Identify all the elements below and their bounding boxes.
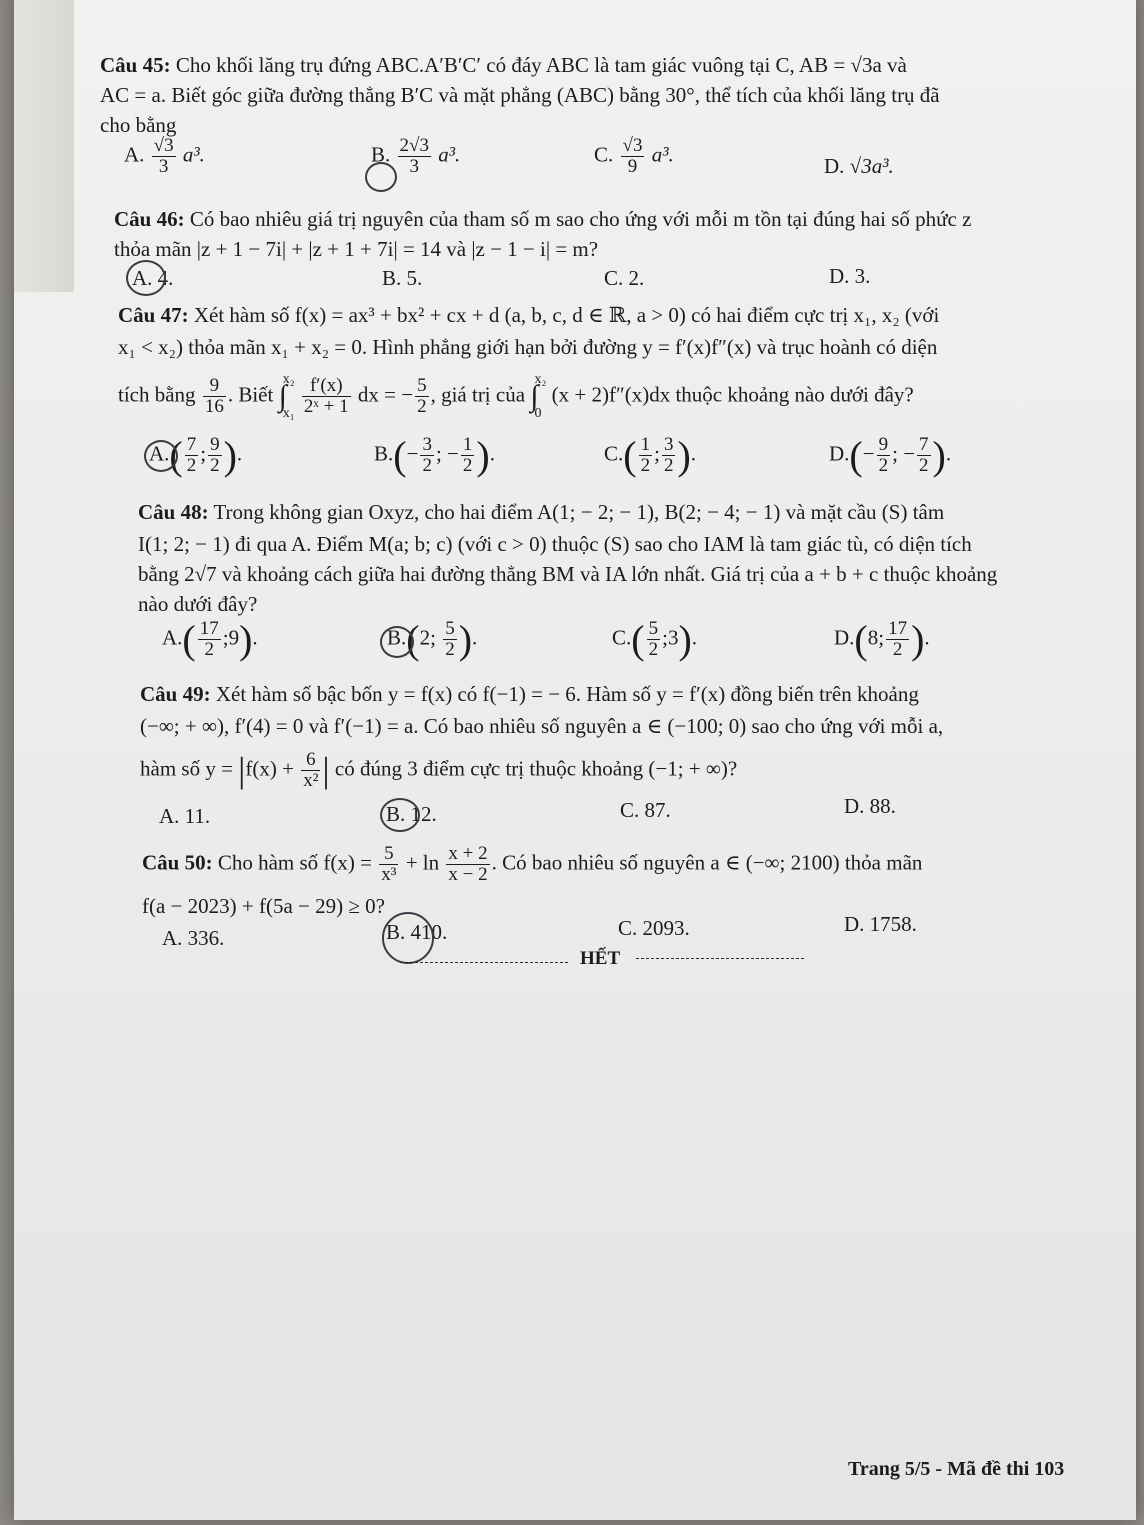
q47-option-a: A.( $\frac{7}{2}$ ; $\frac{9}{2}$ ). (149, 433, 243, 478)
q49-line1: Câu 49: Xét hàm số bậc bốn y = f(x) có f(−1) = − 6. Hàm số y = f′(x) đồng biến trên khoảng (140, 682, 919, 706)
q45-option-c: C. $\frac{√3}{9}$ a³. (594, 135, 674, 177)
q47-line2: x₁ < x₂) thỏa mãn x₁ + x₂ = 0. Hình phẳng giới hạn bởi đường y = f′(x)f″(x) và trục hoành có diện (118, 335, 938, 359)
q47-line3: tích bằng $\frac{9}{16}$ . Biết ∫ x₂ x₁ $\frac{f'(x)}{\text{2ˣ + 1}}$ dx = − $\frac{5}{2}$ , giá trị của ∫ x₂ 0 (x + 2)f″(x)dx thuộc khoảng nào dưới đây? (118, 372, 914, 421)
end-divider-right (636, 958, 804, 959)
q50-label: Câu 50: (142, 850, 213, 875)
q49-option-b: B. 12. (386, 802, 437, 826)
q46-label: Câu 46: (114, 207, 185, 231)
answer-mark-circle (144, 440, 178, 472)
q49-option-c: C. 87. (620, 798, 671, 822)
q48-option-c: C.( $\frac{5}{2}$ ;3). (612, 617, 698, 662)
q45-label: Câu 45: (100, 53, 171, 77)
q50-line1: Câu 50: Cho hàm số f(x) = $\frac{5}{\text{x³}}$ + ln $\frac{x + 2}{x - 2}$ . Có bao nhiêu số nguyên a ∈ (−∞; 2100) thỏa mãn (142, 843, 923, 885)
q49-line2: (−∞; + ∞), f′(4) = 0 và f′(−1) = a. Có bao nhiêu số nguyên a ∈ (−100; 0) sao cho ứng với mỗi a, (140, 714, 944, 738)
end-divider-left (400, 962, 568, 963)
q45-option-d: D. √3a³. (824, 154, 894, 178)
q49-option-d: D. 88. (844, 794, 896, 818)
q50-option-d: D. 1758. (844, 912, 917, 936)
q47-option-b: B.(− $\frac{3}{2}$ ; − $\frac{1}{2}$ ). (374, 433, 495, 478)
q48-option-a: A.( $\frac{17}{2}$ ;9). (162, 617, 258, 662)
q50-option-a: A. 336. (162, 926, 225, 950)
q48-option-b: B.(2; $\frac{5}{2}$ ). (387, 617, 478, 662)
q46-line2: thỏa mãn |z + 1 − 7i| + |z + 1 + 7i| = 14 và |z − 1 − i| = m? (114, 237, 599, 261)
q45-line1: Câu 45: Cho khối lăng trụ đứng ABC.A′B′C′ có đáy ABC là tam giác vuông tại C, AB = √3a và (100, 53, 907, 77)
q48-line3: bằng 2√7 và khoảng cách giữa hai đường thẳng BM và IA lớn nhất. Giá trị của a + b + c thuộc khoảng (138, 562, 998, 586)
answer-mark-circle (126, 260, 166, 296)
q48-label: Câu 48: (138, 500, 209, 524)
end-mark: HẾT (580, 948, 621, 969)
page-footer: Trang 5/5 - Mã đề thi 103 (848, 1458, 1065, 1480)
answer-mark-circle (365, 162, 397, 192)
q47-label: Câu 47: (118, 303, 189, 327)
q48-line1: Câu 48: Trong không gian Oxyz, cho hai điểm A(1; − 2; − 1), B(2; − 4; − 1) và mặt cầu (S) tâm (138, 500, 945, 524)
answer-mark-circle (382, 912, 434, 964)
exam-page (14, 0, 1136, 1520)
q48-option-d: D.(8; $\frac{17}{2}$ ). (834, 617, 930, 662)
q46-option-d: D. 3. (829, 264, 871, 288)
q46-option-b: B. 5. (382, 266, 423, 290)
q49-line3: hàm số y = |f(x) + $\frac{6}{\text{x²}}$ | có đúng 3 điểm cực trị thuộc khoảng (−1; + ∞)? (140, 749, 738, 792)
page-underlay (14, 0, 74, 292)
q47-option-c: C.( $\frac{1}{2}$ ; $\frac{3}{2}$ ). (604, 433, 697, 478)
q45-option-b: B. $\frac{2√3}{3}$ a³. (371, 135, 461, 177)
q46-option-a: A. 4. (132, 266, 174, 290)
q47-line1: Câu 47: Xét hàm số f(x) = ax³ + bx² + cx + d (a, b, c, d ∈ ℝ, a > 0) có hai điểm cực trị x₁, x₂ (với (118, 303, 940, 327)
q45-line2: AC = a. Biết góc giữa đường thẳng B′C và mặt phẳng (ABC) bằng 30°, thể tích của khối lăng trụ đã (100, 83, 940, 107)
q49-label: Câu 49: (140, 682, 211, 706)
q48-line4: nào dưới đây? (138, 592, 258, 616)
q50-line2: f(a − 2023) + f(5a − 29) ≥ 0? (142, 894, 385, 918)
q49-option-a: A. 11. (159, 804, 211, 828)
q48-line2: I(1; 2; − 1) đi qua A. Điểm M(a; b; c) (với c > 0) thuộc (S) sao cho IAM là tam giác tù, có diện tích (138, 532, 972, 556)
q47-option-d: D.(− $\frac{9}{2}$ ; − $\frac{7}{2}$ ). (829, 433, 952, 478)
q45-line3: cho bằng (100, 113, 177, 137)
q46-line1: Câu 46: Có bao nhiêu giá trị nguyên của tham số m sao cho ứng với mỗi m tồn tại đúng hai số phức z (114, 207, 972, 231)
q45-option-a: A. $\frac{√3}{3}$ a³. (124, 135, 205, 177)
q46-option-c: C. 2. (604, 266, 645, 290)
answer-mark-circle (380, 798, 420, 832)
q50-option-b: B. 410. (386, 920, 448, 944)
q50-option-c: C. 2093. (618, 916, 690, 940)
answer-mark-circle (380, 626, 414, 658)
